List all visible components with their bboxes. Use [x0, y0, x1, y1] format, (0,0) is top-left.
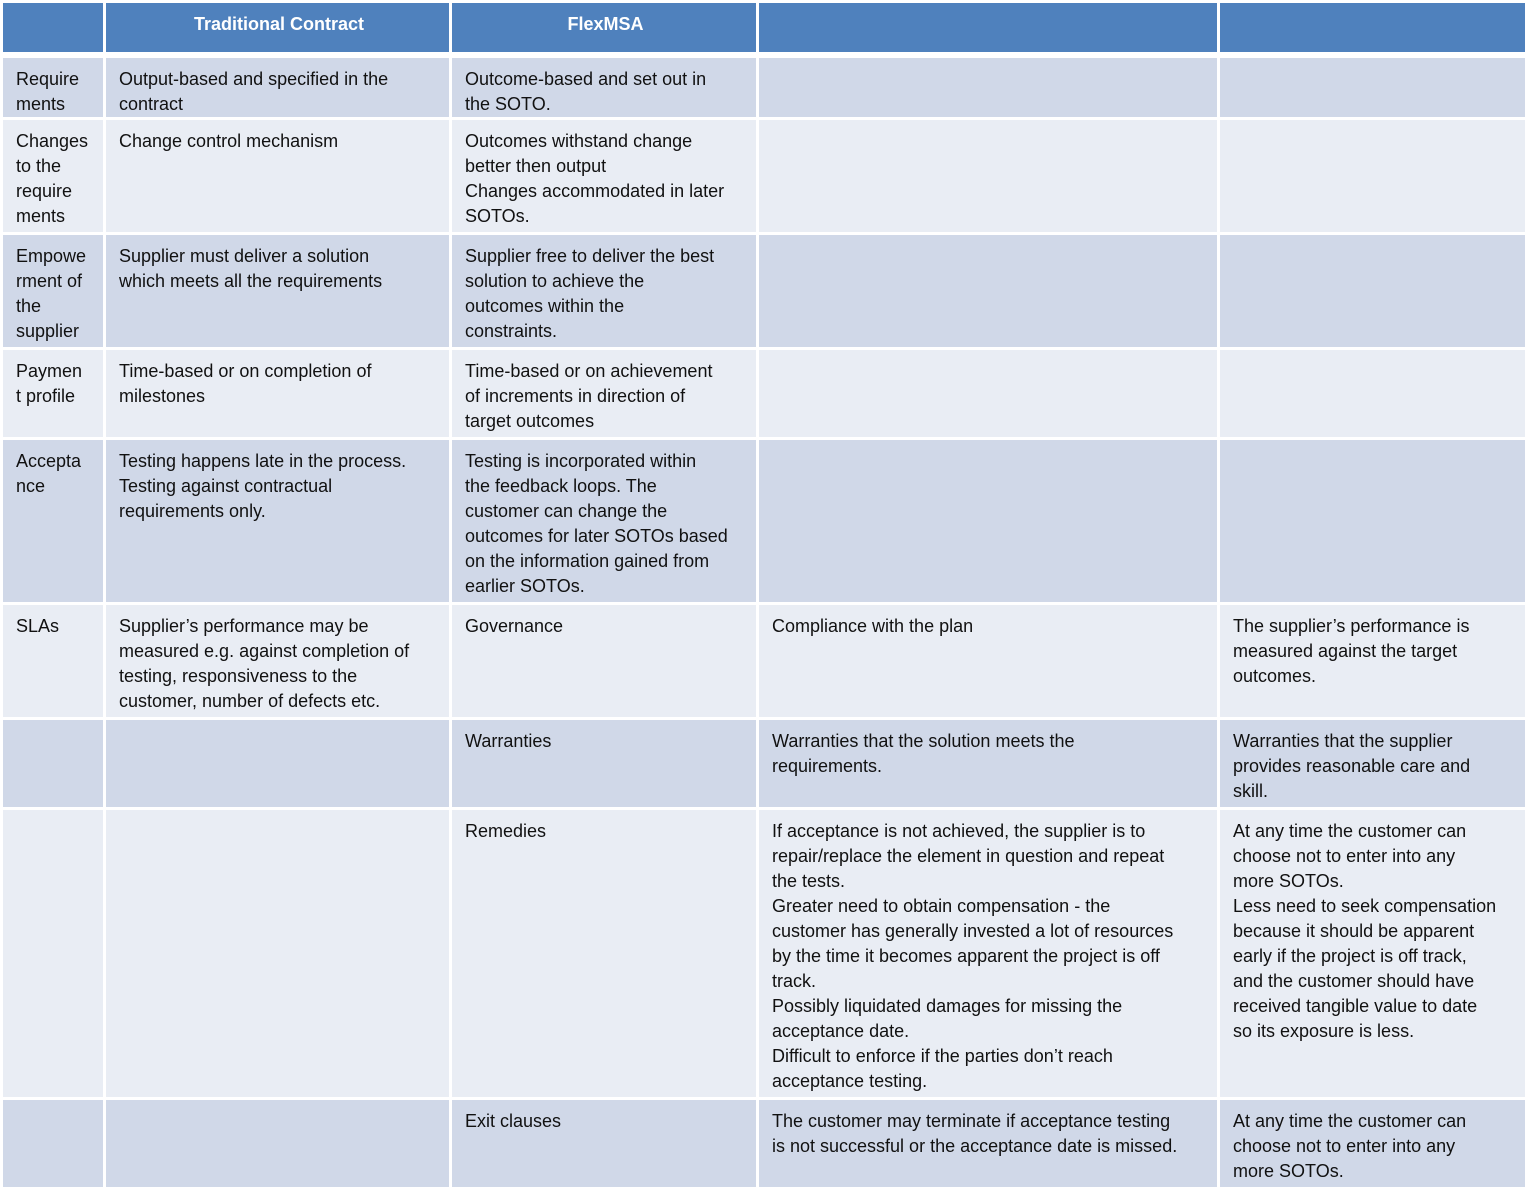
cell-text-line: SOTOs.	[465, 204, 746, 229]
cell-text-line: customer has generally invested a lot of resources	[772, 919, 1207, 944]
cell-text-line: contract	[119, 92, 439, 117]
table-cell	[2, 439, 105, 604]
cell-text-line: Supplier’s performance may be	[119, 614, 439, 639]
cell-text-line: Greater need to obtain compensation - the	[772, 894, 1207, 919]
cell-text-line: Time-based or on completion of	[119, 359, 439, 384]
table-cell	[1219, 809, 1525, 1099]
cell-text-line: Change control mechanism	[119, 129, 439, 154]
header-row	[2, 2, 1525, 56]
cell-text-line: target outcomes	[465, 409, 746, 434]
cell-text-line: received tangible value to date	[1233, 994, 1515, 1019]
table-cell	[758, 349, 1219, 439]
cell-text-line: more SOTOs.	[1233, 1159, 1515, 1184]
table-cell	[758, 439, 1219, 604]
table-row	[2, 1099, 1525, 1189]
cell-text-line: Outcomes withstand change	[465, 129, 746, 154]
cell-text-line: more SOTOs.	[1233, 869, 1515, 894]
table-cell	[2, 119, 105, 234]
cell-text-line: outcomes within the	[465, 294, 746, 319]
cell-text-line: Less need to seek compensation	[1233, 894, 1515, 919]
table-cell	[451, 439, 758, 604]
cell-text-line: require	[16, 179, 93, 204]
table-cell	[2, 349, 105, 439]
cell-text-line: of increments in direction of	[465, 384, 746, 409]
table-cell	[105, 349, 451, 439]
cell-text-line: requirements.	[772, 754, 1207, 779]
table-cell	[1219, 55, 1525, 119]
cell-text-line: testing, responsiveness to the	[119, 664, 439, 689]
cell-text-line: Accepta	[16, 449, 93, 474]
table-cell	[1219, 439, 1525, 604]
cell-text-line: better then output	[465, 154, 746, 179]
cell-text-line: which meets all the requirements	[119, 269, 439, 294]
header-cell-4	[758, 2, 1219, 56]
table-cell	[758, 809, 1219, 1099]
table-cell	[451, 604, 758, 719]
cell-text-line: Possibly liquidated damages for missing the	[772, 994, 1207, 1019]
cell-text-line: Compliance with the plan	[772, 614, 1207, 639]
cell-text-line: Warranties that the supplier	[1233, 729, 1515, 754]
table-cell	[451, 349, 758, 439]
table-cell	[2, 719, 105, 809]
cell-text-line: customer can change the	[465, 499, 746, 524]
cell-text-line: Supplier free to deliver the best	[465, 244, 746, 269]
cell-text-line: solution to achieve the	[465, 269, 746, 294]
cell-text-line: acceptance date.	[772, 1019, 1207, 1044]
table-cell	[451, 119, 758, 234]
cell-text-line: Time-based or on achievement	[465, 359, 746, 384]
table-cell	[2, 55, 105, 119]
cell-text-line: outcomes for later SOTOs based	[465, 524, 746, 549]
table-row	[2, 719, 1525, 809]
table-cell	[758, 55, 1219, 119]
cell-text-line: Changes	[16, 129, 93, 154]
cell-text-line: t profile	[16, 384, 93, 409]
table-cell	[451, 719, 758, 809]
cell-text-line: ments	[16, 92, 93, 117]
table-row	[2, 604, 1525, 719]
table-row	[2, 119, 1525, 234]
cell-text-line: ments	[16, 204, 93, 229]
table-row	[2, 234, 1525, 349]
cell-text-line: Testing happens late in the process.	[119, 449, 439, 474]
cell-text-line: repair/replace the element in question and repeat	[772, 844, 1207, 869]
table-cell	[1219, 349, 1525, 439]
cell-text-line: the	[16, 294, 93, 319]
cell-text-line: Paymen	[16, 359, 93, 384]
cell-text-line: supplier	[16, 319, 93, 344]
cell-text-line: and the customer should have	[1233, 969, 1515, 994]
cell-text-line: Warranties	[465, 729, 746, 754]
table-row	[2, 349, 1525, 439]
cell-text-line: Output-based and specified in the	[119, 67, 439, 92]
cell-text-line: choose not to enter into any	[1233, 844, 1515, 869]
cell-text-line: acceptance testing.	[772, 1069, 1207, 1094]
table-cell	[451, 55, 758, 119]
cell-text-line: the SOTO.	[465, 92, 746, 117]
cell-text-line: so its exposure is less.	[1233, 1019, 1515, 1044]
table-cell	[2, 1099, 105, 1189]
cell-text-line: earlier SOTOs.	[465, 574, 746, 599]
table-cell	[105, 719, 451, 809]
cell-text-line: because it should be apparent	[1233, 919, 1515, 944]
table-cell	[105, 1099, 451, 1189]
table-cell	[105, 119, 451, 234]
header-cell-traditional: Traditional Contract	[105, 2, 451, 56]
cell-text-line: The customer may terminate if acceptance testing	[772, 1109, 1207, 1134]
cell-text-line: to the	[16, 154, 93, 179]
cell-text-line: measured e.g. against completion of	[119, 639, 439, 664]
cell-text-line: Exit clauses	[465, 1109, 746, 1134]
cell-text-line: SLAs	[16, 614, 93, 639]
cell-text-line: customer, number of defects etc.	[119, 689, 439, 714]
cell-text-line: Supplier must deliver a solution	[119, 244, 439, 269]
table-cell	[1219, 604, 1525, 719]
table-cell	[105, 604, 451, 719]
cell-text-line: Outcome-based and set out in	[465, 67, 746, 92]
cell-text-line: provides reasonable care and	[1233, 754, 1515, 779]
cell-text-line: Testing against contractual	[119, 474, 439, 499]
cell-text-line: Warranties that the solution meets the	[772, 729, 1207, 754]
table-cell	[758, 719, 1219, 809]
cell-text-line: At any time the customer can	[1233, 819, 1515, 844]
cell-text-line: track.	[772, 969, 1207, 994]
cell-text-line: early if the project is off track,	[1233, 944, 1515, 969]
table-cell	[105, 439, 451, 604]
cell-text-line: by the time it becomes apparent the project is off	[772, 944, 1207, 969]
cell-text-line: Governance	[465, 614, 746, 639]
cell-text-line: The supplier’s performance is	[1233, 614, 1515, 639]
table-cell	[105, 809, 451, 1099]
header-cell-1	[2, 2, 105, 56]
table-cell	[2, 809, 105, 1099]
cell-text-line: the tests.	[772, 869, 1207, 894]
cell-text-line: Remedies	[465, 819, 746, 844]
table-cell	[1219, 119, 1525, 234]
cell-text-line: on the information gained from	[465, 549, 746, 574]
cell-text-line: rment of	[16, 269, 93, 294]
table-cell	[2, 604, 105, 719]
table-cell	[451, 234, 758, 349]
cell-text-line: nce	[16, 474, 93, 499]
table-cell	[1219, 719, 1525, 809]
cell-text-line: Require	[16, 67, 93, 92]
cell-text-line: measured against the target	[1233, 639, 1515, 664]
table-cell	[105, 55, 451, 119]
table-row	[2, 439, 1525, 604]
table-cell	[758, 1099, 1219, 1189]
cell-text-line: skill.	[1233, 779, 1515, 804]
cell-text-line: At any time the customer can	[1233, 1109, 1515, 1134]
cell-text-line: If acceptance is not achieved, the supplier is to	[772, 819, 1207, 844]
table-cell	[451, 809, 758, 1099]
header-cell-flexmsa: FlexMSA	[451, 2, 758, 56]
cell-text-line: is not successful or the acceptance date is missed.	[772, 1134, 1207, 1159]
cell-text-line: constraints.	[465, 319, 746, 344]
table-cell	[451, 1099, 758, 1189]
cell-text-line: choose not to enter into any	[1233, 1134, 1515, 1159]
table-cell	[758, 119, 1219, 234]
cell-text-line: Empowe	[16, 244, 93, 269]
cell-text-line: Testing is incorporated within	[465, 449, 746, 474]
table-cell	[1219, 234, 1525, 349]
cell-text-line: requirements only.	[119, 499, 439, 524]
cell-text-line: outcomes.	[1233, 664, 1515, 689]
cell-text-line: the feedback loops. The	[465, 474, 746, 499]
table-cell	[1219, 1099, 1525, 1189]
cell-text-line: milestones	[119, 384, 439, 409]
table-cell	[2, 234, 105, 349]
table-row	[2, 809, 1525, 1099]
cell-text-line: Difficult to enforce if the parties don’t reach	[772, 1044, 1207, 1069]
table-cell	[758, 234, 1219, 349]
table-cell	[105, 234, 451, 349]
table-row	[2, 55, 1525, 119]
header-cell-5	[1219, 2, 1525, 56]
table-cell	[758, 604, 1219, 719]
cell-text-line: Changes accommodated in later	[465, 179, 746, 204]
